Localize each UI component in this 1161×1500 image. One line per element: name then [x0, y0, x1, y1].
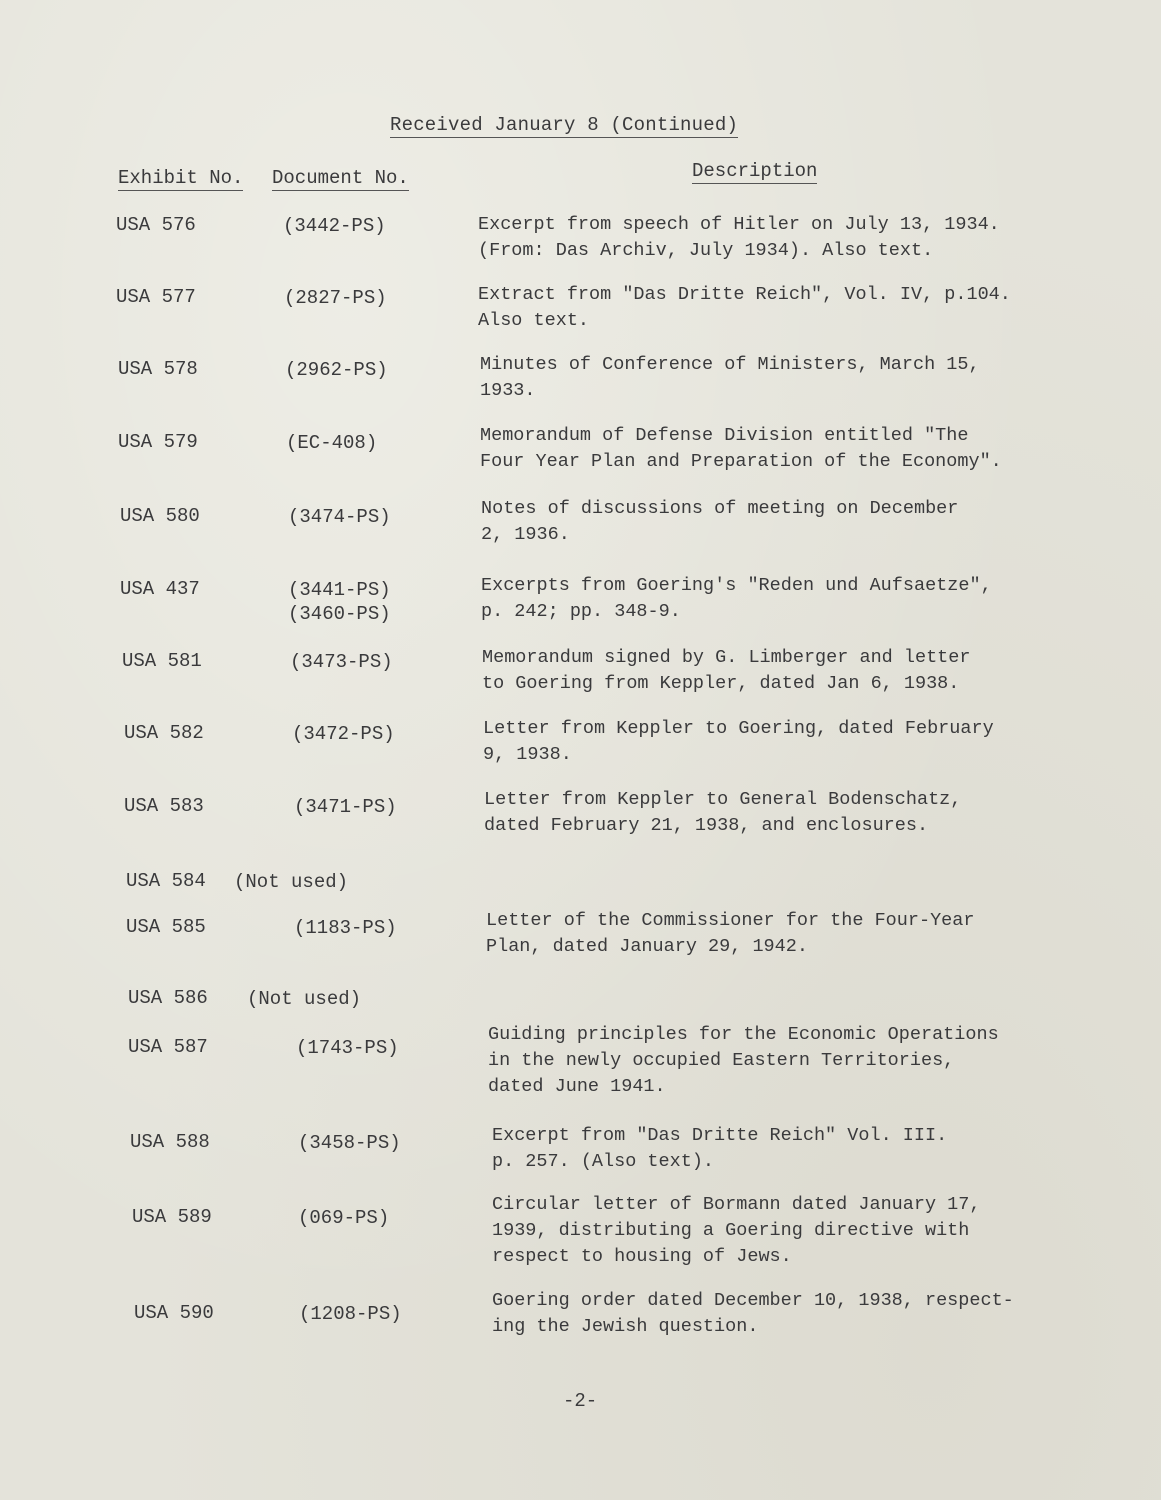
document-number	[288, 578, 391, 626]
document-number	[285, 358, 388, 382]
description-line: Memorandum signed by G. Limberger and letter	[482, 647, 971, 668]
description-line: Guiding principles for the Economic Operations	[488, 1024, 999, 1045]
header-document-no: Document No.	[272, 167, 409, 189]
document-number-line: (3472-PS)	[292, 723, 395, 745]
document-number-line: (2962-PS)	[285, 359, 388, 381]
description-line: Plan, dated January 29, 1942.	[486, 936, 808, 957]
document-number	[299, 1302, 402, 1326]
document-number-line: (3441-PS)	[288, 579, 391, 601]
description-line: 9, 1938.	[483, 744, 572, 765]
document-number-line: (3474-PS)	[288, 506, 391, 528]
description-line: (From: Das Archiv, July 1934). Also text.	[478, 240, 934, 261]
document-number-line: (3471-PS)	[294, 796, 397, 818]
document-number-line: (2827-PS)	[284, 287, 387, 309]
description-line: Letter from Keppler to General Bodenschatz,	[484, 789, 962, 810]
document-number-line: (Not used)	[247, 988, 362, 1010]
exhibit-number: USA 580	[120, 505, 200, 527]
exhibit-number: USA 588	[130, 1131, 210, 1153]
description-line: Extract from "Das Dritte Reich", Vol. IV, p.104.	[478, 284, 1011, 305]
exhibit-number: USA 585	[126, 916, 206, 938]
description-line: in the newly occupied Eastern Territories,	[488, 1050, 955, 1071]
description	[478, 282, 1011, 334]
header-exhibit-no: Exhibit No.	[118, 167, 244, 189]
document-number-line: (3460-PS)	[288, 603, 391, 625]
document-number-line: (Not used)	[234, 871, 349, 893]
description-line: Minutes of Conference of Ministers, March 15,	[480, 354, 980, 375]
description	[492, 1123, 947, 1175]
description-line: ing the Jewish question.	[492, 1316, 759, 1337]
description-line: Also text.	[478, 310, 590, 331]
header-description: Description	[692, 160, 818, 182]
description-line: dated February 21, 1938, and enclosures.	[484, 815, 929, 836]
description	[483, 716, 994, 768]
document-number	[247, 987, 361, 1011]
description-line: Letter from Keppler to Goering, dated February	[483, 718, 994, 739]
description	[481, 573, 992, 625]
description	[492, 1288, 1014, 1340]
exhibit-number: USA 577	[116, 286, 196, 308]
exhibit-number: USA 581	[122, 650, 202, 672]
document-number	[298, 1131, 401, 1155]
description	[488, 1022, 999, 1100]
description	[486, 908, 974, 960]
description-line: Four Year Plan and Preparation of the Economy".	[480, 451, 1002, 472]
exhibit-number: USA 576	[116, 214, 196, 236]
document-number	[288, 505, 391, 529]
document-number	[298, 1206, 389, 1230]
exhibit-number: USA 589	[132, 1206, 212, 1228]
description-line: p. 257. (Also text).	[492, 1151, 715, 1172]
document-number-line: (1183-PS)	[294, 917, 397, 939]
document-number	[290, 650, 393, 674]
description	[478, 212, 1000, 264]
document-number-line: (3473-PS)	[290, 651, 393, 673]
description-line: 2, 1936.	[481, 524, 570, 545]
document-number	[294, 795, 397, 819]
document-number-line: (3458-PS)	[298, 1132, 401, 1154]
document-number	[234, 870, 348, 894]
exhibit-number: USA 437	[120, 578, 200, 600]
document-number-line: (069-PS)	[298, 1207, 390, 1229]
document-number-line: (1743-PS)	[296, 1037, 399, 1059]
document-number-line: (3442-PS)	[283, 215, 386, 237]
description-line: to Goering from Keppler, dated Jan 6, 1938.	[482, 673, 960, 694]
description	[481, 496, 958, 548]
description-line: Goering order dated December 10, 1938, respect-	[492, 1290, 1014, 1311]
exhibit-number: USA 579	[118, 431, 198, 453]
document-number	[296, 1036, 399, 1060]
exhibit-number: USA 583	[124, 795, 204, 817]
description-line: 1939, distributing a Goering directive with	[492, 1220, 970, 1241]
exhibit-number: USA 582	[124, 722, 204, 744]
description-line: Memorandum of Defense Division entitled "The	[480, 425, 969, 446]
description	[480, 423, 1002, 475]
document-number	[286, 431, 377, 455]
description-line: respect to housing of Jews.	[492, 1246, 792, 1267]
document-number	[283, 214, 386, 238]
description	[492, 1192, 980, 1270]
description-line: Excerpts from Goering's "Reden und Aufsaetze",	[481, 575, 992, 596]
exhibit-number: USA 587	[128, 1036, 208, 1058]
description-line: Circular letter of Bormann dated January 17,	[492, 1194, 981, 1215]
page-number: -2-	[563, 1390, 598, 1412]
document-number	[284, 286, 387, 310]
description-line: Letter of the Commissioner for the Four-Year	[486, 910, 975, 931]
description-line: dated June 1941.	[488, 1076, 666, 1097]
description	[484, 787, 961, 839]
document-number	[294, 916, 397, 940]
exhibit-number: USA 578	[118, 358, 198, 380]
exhibit-number: USA 584	[126, 870, 206, 892]
exhibit-number: USA 586	[128, 987, 208, 1009]
document-number-line: (EC-408)	[286, 432, 378, 454]
description-line: p. 242; pp. 348-9.	[481, 601, 681, 622]
description	[482, 645, 970, 697]
description-line: Excerpt from "Das Dritte Reich" Vol. III.	[492, 1125, 948, 1146]
document-number	[292, 722, 395, 746]
description	[480, 352, 980, 404]
description-line: Notes of discussions of meeting on December	[481, 498, 959, 519]
exhibit-number: USA 590	[134, 1302, 214, 1324]
document-number-line: (1208-PS)	[299, 1303, 402, 1325]
page-title: Received January 8 (Continued)	[390, 114, 739, 136]
description-line: Excerpt from speech of Hitler on July 13, 1934.	[478, 214, 1000, 235]
description-line: 1933.	[480, 380, 536, 401]
